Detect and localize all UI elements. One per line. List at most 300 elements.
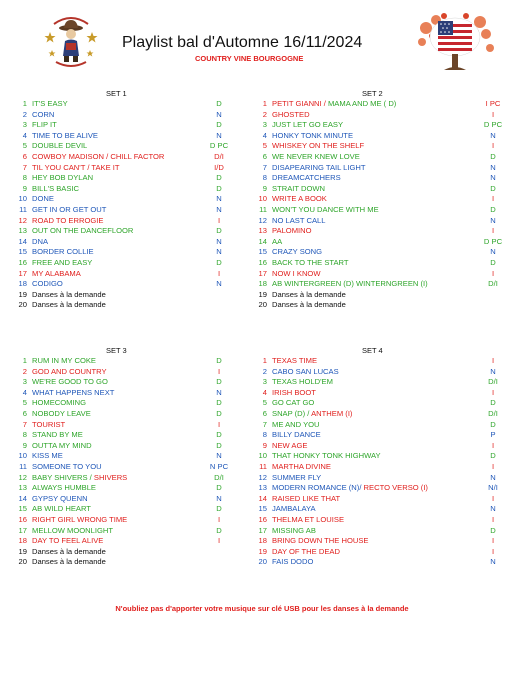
song-title: CORN: [32, 109, 55, 119]
dance-type: D PC: [483, 120, 503, 130]
song-title: SNAP (D) / ANTHEM (I): [272, 408, 353, 418]
song-title: CABO SAN LUCAS: [272, 366, 339, 376]
dance-type: I: [217, 366, 221, 376]
song-title: PALOMINO: [272, 226, 312, 236]
dance-type: I: [491, 226, 495, 236]
song-row: [14, 515, 254, 526]
song-number: 2: [22, 366, 27, 376]
song-row: [254, 141, 494, 152]
song-row: [14, 473, 254, 484]
song-number: 20: [258, 300, 267, 310]
song-number: 11: [19, 204, 27, 214]
set-rows: [254, 356, 498, 568]
dance-type: D/I: [214, 472, 224, 482]
set-title: SET 3: [106, 346, 127, 355]
song-row: [14, 141, 254, 152]
song-title: BABY SHIVERS / SHIVERS: [32, 472, 128, 482]
song-row: [254, 99, 501, 110]
song-row: [254, 504, 494, 515]
dance-type: I: [491, 546, 495, 556]
set-title: SET 4: [362, 346, 383, 355]
song-title: FREE AND EASY: [32, 257, 93, 267]
song-row: [254, 367, 494, 378]
song-row: [14, 441, 254, 452]
song-number: 16: [18, 514, 27, 524]
song-number: 8: [22, 173, 27, 183]
song-title: DONE: [32, 194, 54, 204]
song-number: 7: [262, 162, 267, 172]
song-title: ME AND YOU: [272, 419, 320, 429]
song-row: [254, 377, 498, 388]
dance-type: I/D: [214, 162, 224, 172]
song-number: 19: [258, 546, 267, 556]
song-title: FLIP IT: [32, 120, 57, 130]
song-row: [14, 163, 254, 174]
song-row: [14, 120, 254, 131]
page-subtitle: COUNTRY VINE BOURGOGNE: [195, 54, 304, 63]
song-title: DISAPEARING TAIL LIGHT: [272, 162, 366, 172]
song-title: DNA: [32, 236, 49, 246]
song-title: NO LAST CALL: [272, 215, 326, 225]
song-row: [254, 269, 494, 280]
song-row: [14, 398, 254, 409]
song-title: Danses à la demande: [272, 289, 346, 299]
song-title: NOW I KNOW: [272, 268, 321, 278]
dance-type: D: [216, 226, 222, 236]
song-row: [254, 536, 494, 547]
dance-type: D/I: [488, 377, 498, 387]
song-number: 13: [258, 226, 267, 236]
song-number: 14: [258, 493, 267, 503]
song-number: 12: [258, 215, 267, 225]
song-row: [14, 409, 254, 420]
dance-type: I: [217, 514, 221, 524]
song-number: 14: [18, 493, 27, 503]
song-number: 4: [262, 387, 267, 397]
song-number: 1: [22, 356, 27, 365]
song-number: 5: [22, 141, 27, 151]
song-number: 4: [22, 130, 27, 140]
song-number: 10: [18, 451, 27, 461]
song-row: [254, 547, 494, 558]
dance-type: N: [490, 472, 496, 482]
song-number: 8: [22, 430, 27, 440]
dance-type: N: [216, 109, 222, 119]
song-row: [254, 247, 494, 258]
song-title: OUT ON THE DANCEFLOOR: [32, 226, 134, 236]
song-title: CRAZY SONG: [272, 247, 323, 257]
dance-type: D: [490, 451, 496, 461]
song-number: 3: [22, 377, 27, 387]
song-number: 17: [18, 268, 27, 278]
song-title: BILL'S BASIC: [32, 183, 80, 193]
song-title: TEXAS TIME: [272, 356, 318, 365]
dance-type: D: [490, 525, 496, 535]
song-title: RAISED LIKE THAT: [272, 493, 341, 503]
song-number: 20: [258, 557, 267, 567]
song-number: 10: [258, 451, 267, 461]
dance-type: N: [490, 162, 496, 172]
song-row: [14, 226, 254, 237]
song-title: TEXAS HOLD'EM: [272, 377, 333, 387]
song-row: [254, 557, 494, 568]
song-row: [14, 290, 254, 301]
song-number: 12: [18, 472, 27, 482]
dance-type: N: [216, 247, 222, 257]
dance-type: D/I: [488, 279, 498, 289]
dance-type: D: [216, 483, 222, 493]
song-title: GO CAT GO: [272, 398, 315, 408]
song-row: [254, 515, 494, 526]
dance-type: D PC: [209, 141, 229, 151]
dance-type: D: [216, 99, 222, 108]
dance-type: I: [491, 194, 495, 204]
song-row: [254, 120, 503, 131]
song-title: AA: [272, 236, 283, 246]
dance-type: N: [490, 130, 496, 140]
song-title: Danses à la demande: [32, 546, 106, 556]
song-row: [14, 504, 254, 515]
song-number: 5: [22, 398, 27, 408]
song-title: MELLOW MOONLIGHT: [32, 525, 114, 535]
song-title: THELMA ET LOUISE: [272, 514, 345, 524]
song-title: WHISKEY ON THE SHELF: [272, 141, 365, 151]
dance-type: N: [216, 130, 222, 140]
song-number: 11: [259, 461, 267, 471]
song-title: ROAD TO ERROGIE: [32, 215, 104, 225]
set-rows: [14, 99, 254, 311]
song-row: [254, 398, 494, 409]
song-number: 13: [258, 483, 267, 493]
song-row: [254, 526, 494, 537]
dance-type: D: [216, 408, 222, 418]
song-title: WRITE A BOOK: [272, 194, 327, 204]
song-number: 13: [18, 226, 27, 236]
dance-type: I: [491, 514, 495, 524]
song-title: GET IN OR GET OUT: [32, 204, 107, 214]
song-title: AB WILD HEART: [32, 504, 91, 514]
song-row: [14, 462, 254, 473]
song-row: [14, 205, 254, 216]
song-number: 3: [262, 377, 267, 387]
dance-type: D: [216, 356, 222, 365]
song-title: KISS ME: [32, 451, 63, 461]
song-title: HONKY TONK MINUTE: [272, 130, 354, 140]
song-row: [14, 367, 254, 378]
dance-type: D PC: [483, 236, 503, 246]
song-row: [254, 205, 494, 216]
song-number: 1: [22, 99, 27, 108]
song-number: 6: [262, 151, 267, 161]
dance-type: N: [216, 279, 222, 289]
song-row: [14, 377, 254, 388]
song-number: 19: [18, 546, 27, 556]
song-row: [14, 536, 254, 547]
dance-type: D: [490, 419, 496, 429]
song-title: DOUBLE DEVIL: [32, 141, 88, 151]
song-number: 19: [18, 289, 27, 299]
dance-type: N PC: [209, 461, 229, 471]
set-rows: [254, 99, 503, 311]
song-row: [14, 483, 254, 494]
song-row: [254, 152, 494, 163]
dance-type: N: [216, 493, 222, 503]
song-number: 2: [262, 366, 267, 376]
song-number: 8: [262, 173, 267, 183]
song-number: 4: [22, 387, 27, 397]
dance-type: I: [217, 536, 221, 546]
song-title: MARTHA DIVINE: [272, 461, 331, 471]
song-number: 15: [258, 247, 267, 257]
song-number: 10: [18, 194, 27, 204]
song-number: 9: [22, 440, 27, 450]
set-2-panel: [254, 88, 503, 311]
dance-type: N: [216, 387, 222, 397]
song-row: [254, 462, 494, 473]
song-number: 17: [258, 525, 267, 535]
dance-type: I: [491, 141, 495, 151]
song-title: Danses à la demande: [32, 300, 106, 310]
song-number: 6: [22, 151, 27, 161]
song-title: DREAMCATCHERS: [272, 173, 341, 183]
page-title: Playlist bal d'Automne 16/11/2024: [122, 34, 363, 51]
song-title: SOMEONE TO YOU: [32, 461, 102, 471]
dance-type: N: [490, 557, 496, 567]
song-row: [254, 451, 494, 462]
dance-type: I: [491, 109, 495, 119]
song-title: NOBODY LEAVE: [32, 408, 91, 418]
song-title: SUMMER FLY: [272, 472, 322, 482]
dance-type: D/I: [488, 408, 498, 418]
song-row: [14, 110, 254, 121]
set-1-panel: [14, 88, 254, 311]
song-number: 18: [258, 279, 267, 289]
song-title: WON'T YOU DANCE WITH ME: [272, 204, 379, 214]
song-number: 13: [18, 483, 27, 493]
dance-type: D: [216, 173, 222, 183]
dance-type: N: [490, 247, 496, 257]
song-number: 14: [18, 236, 27, 246]
dance-type: N: [216, 204, 222, 214]
song-row: [14, 99, 254, 110]
song-title: HOMECOMING: [32, 398, 86, 408]
song-row: [254, 216, 494, 227]
song-row: [254, 184, 494, 195]
set-rows: [14, 356, 254, 568]
song-number: 5: [262, 398, 267, 408]
song-row: [254, 258, 494, 269]
song-title: COWBOY MADISON / CHILL FACTOR: [32, 151, 165, 161]
song-number: 20: [18, 300, 27, 310]
song-number: 1: [262, 356, 267, 365]
song-row: [254, 226, 494, 237]
song-title: IT'S EASY: [32, 99, 68, 108]
song-number: 2: [22, 109, 27, 119]
song-title: WE NEVER KNEW LOVE: [272, 151, 360, 161]
dance-type: P: [490, 430, 496, 440]
set-title: SET 2: [362, 89, 383, 98]
song-number: 19: [258, 289, 267, 299]
song-number: 7: [262, 419, 267, 429]
song-title: OUTTA MY MIND: [32, 440, 92, 450]
song-number: 8: [262, 430, 267, 440]
song-row: [14, 356, 254, 367]
song-number: 18: [18, 279, 27, 289]
song-row: [14, 131, 254, 142]
song-row: [14, 269, 254, 280]
song-number: 7: [22, 419, 27, 429]
song-number: 2: [262, 109, 267, 119]
dance-type: N: [216, 236, 222, 246]
song-number: 15: [258, 504, 267, 514]
dance-type: D/I: [214, 151, 224, 161]
dance-type: D: [216, 257, 222, 267]
song-number: 17: [258, 268, 267, 278]
song-title: TOURIST: [32, 419, 66, 429]
song-number: 12: [258, 472, 267, 482]
dance-type: N/I: [488, 483, 498, 493]
song-row: [14, 300, 254, 311]
dance-type: D: [216, 120, 222, 130]
song-row: [254, 173, 494, 184]
song-title: IRISH BOOT: [272, 387, 316, 397]
dance-type: I: [491, 356, 495, 365]
song-row: [254, 420, 494, 431]
song-number: 15: [18, 247, 27, 257]
song-row: [14, 494, 254, 505]
song-title: RUM IN MY COKE: [32, 356, 96, 365]
song-title: WE'RE GOOD TO GO: [32, 377, 108, 387]
song-title: FAIS DODO: [272, 557, 314, 567]
song-title: MISSING AB: [272, 525, 316, 535]
song-row: [14, 547, 254, 558]
song-row: [254, 110, 494, 121]
song-title: TIL YOU CAN'T / TAKE IT: [32, 162, 120, 172]
song-number: 11: [19, 461, 27, 471]
song-number: 18: [258, 536, 267, 546]
song-number: 9: [262, 183, 267, 193]
song-number: 15: [18, 504, 27, 514]
song-title: DAY TO FEEL ALIVE: [32, 536, 104, 546]
song-row: [254, 356, 494, 367]
song-title: HEY BOB DYLAN: [32, 173, 94, 183]
song-number: 11: [259, 204, 267, 214]
set-4-panel: [254, 345, 498, 568]
song-row: [14, 247, 254, 258]
song-row: [14, 216, 254, 227]
dance-type: I: [217, 215, 221, 225]
song-number: 1: [262, 99, 267, 108]
song-title: GOD AND COUNTRY: [32, 366, 107, 376]
dance-type: D: [216, 377, 222, 387]
song-number: 3: [262, 120, 267, 130]
dance-type: I: [491, 268, 495, 278]
song-number: 6: [262, 408, 267, 418]
song-number: 4: [262, 130, 267, 140]
dance-type: D: [490, 151, 496, 161]
song-title: ALWAYS HUMBLE: [32, 483, 96, 493]
song-row: [14, 173, 254, 184]
song-row: [14, 430, 254, 441]
dance-type: I: [217, 268, 221, 278]
song-number: 7: [22, 162, 27, 172]
song-number: 5: [262, 141, 267, 151]
dance-type: N: [490, 366, 496, 376]
dance-type: D: [216, 440, 222, 450]
song-number: 18: [18, 536, 27, 546]
song-row: [14, 451, 254, 462]
song-row: [254, 494, 494, 505]
song-row: [254, 131, 494, 142]
footer-note: N'oubliez pas d'apporter votre musique sur clé USB pour les danses à la demande: [115, 604, 409, 613]
dance-type: D: [216, 525, 222, 535]
dance-type: I: [491, 387, 495, 397]
song-number: 10: [258, 194, 267, 204]
song-title: AB WINTERGREEN (D) WINTERNGREEN (I): [272, 279, 428, 289]
song-row: [14, 152, 254, 163]
song-number: 3: [22, 120, 27, 130]
song-title: BACK TO THE START: [272, 257, 349, 267]
song-row: [254, 430, 494, 441]
song-title: PETIT GIANNI / MAMA AND ME ( D): [272, 99, 397, 108]
dance-type: D: [490, 204, 496, 214]
song-row: [14, 184, 254, 195]
song-title: Danses à la demande: [272, 300, 346, 310]
song-title: BRING DOWN THE HOUSE: [272, 536, 369, 546]
song-row: [254, 483, 498, 494]
set-title: SET 1: [106, 89, 127, 98]
song-row: [14, 526, 254, 537]
song-row: [254, 290, 494, 301]
song-row: [14, 388, 254, 399]
dance-type: D: [216, 504, 222, 514]
song-title: CODIGO: [32, 279, 63, 289]
dance-type: D: [216, 430, 222, 440]
dance-type: I: [491, 461, 495, 471]
dance-type: I PC: [485, 99, 501, 108]
set-3-panel: [14, 345, 254, 568]
song-number: 16: [258, 514, 267, 524]
song-row: [14, 258, 254, 269]
song-row: [14, 194, 254, 205]
song-row: [254, 388, 494, 399]
song-number: 17: [18, 525, 27, 535]
song-title: JUST LET GO EASY: [272, 120, 344, 130]
dance-type: N: [490, 504, 496, 514]
song-row: [254, 194, 494, 205]
song-number: 9: [22, 183, 27, 193]
song-number: 6: [22, 408, 27, 418]
dance-type: D: [216, 398, 222, 408]
song-title: WHAT HAPPENS NEXT: [32, 387, 115, 397]
song-number: 20: [18, 557, 27, 567]
dance-type: N: [490, 215, 496, 225]
song-title: Danses à la demande: [32, 557, 106, 567]
song-number: 12: [18, 215, 27, 225]
song-number: 16: [18, 257, 27, 267]
dance-type: N: [216, 194, 222, 204]
song-number: 14: [258, 236, 267, 246]
song-title: RIGHT GIRL WRONG TIME: [32, 514, 128, 524]
dance-type: I: [491, 493, 495, 503]
dance-type: I: [491, 440, 495, 450]
club-logo: [42, 12, 100, 70]
song-row: [14, 557, 254, 568]
song-number: 16: [258, 257, 267, 267]
song-row: [14, 237, 254, 248]
dance-type: D: [216, 183, 222, 193]
song-title: THAT HONKY TONK HIGHWAY: [272, 451, 381, 461]
